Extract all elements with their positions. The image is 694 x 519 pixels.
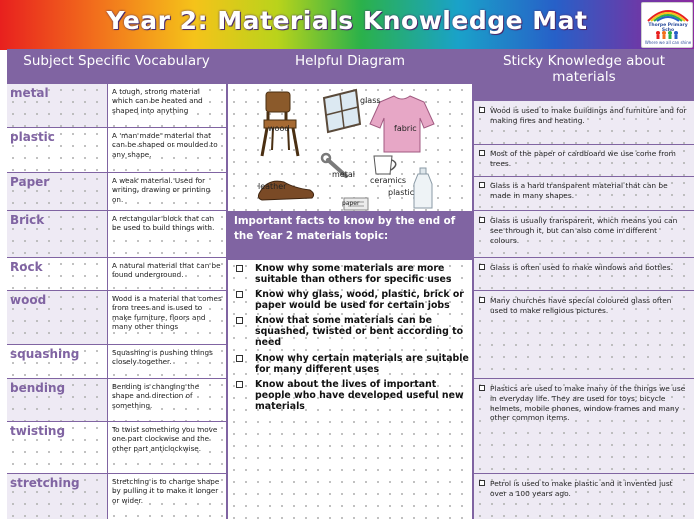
vocab-word-cell bbox=[7, 128, 107, 172]
facts-header: Important facts to know by the end of the Year 2 materials topic: bbox=[228, 211, 472, 260]
vocab-def-cell bbox=[108, 345, 226, 378]
vocab-word: squashing bbox=[10, 347, 80, 361]
vocab-word-cell bbox=[7, 345, 107, 378]
label-paper: paper bbox=[342, 200, 360, 207]
school-motto: Where we all can shine bbox=[644, 40, 692, 45]
vocab-definition: A rectangular block that can be used to build things with. bbox=[112, 214, 215, 233]
sticky-item bbox=[479, 384, 691, 423]
checkbox-icon bbox=[236, 265, 243, 272]
label-leather: leather bbox=[258, 182, 287, 191]
vocab-definition: A 'man made' material that can be shaped or moulded to any shape. bbox=[112, 131, 218, 159]
vocab-word-cell bbox=[7, 474, 107, 519]
vocab-definition: A tough, strong material which can be heated and shaped into anything bbox=[112, 87, 203, 115]
checkbox-icon bbox=[236, 355, 243, 362]
vocab-definition: Stretching is to change shape by pulling it to make it longer or wider. bbox=[112, 477, 220, 505]
vocab-word: Rock bbox=[10, 260, 43, 274]
checkbox-icon bbox=[236, 381, 243, 388]
vocab-word: bending bbox=[10, 381, 66, 395]
vocab-word-cell bbox=[7, 211, 107, 257]
sticky-cell bbox=[474, 258, 694, 290]
vocab-def-cell bbox=[108, 173, 226, 210]
vocab-def-cell bbox=[108, 422, 226, 473]
checkbox-icon bbox=[236, 317, 243, 324]
sticky-cell bbox=[474, 211, 694, 257]
fact-item bbox=[233, 379, 469, 412]
sticky-item-text: Petrol is used to make plastic and it invented just over a 100 years ago. bbox=[490, 479, 673, 498]
vocab-def-cell bbox=[108, 474, 226, 519]
label-ceramics: ceramics bbox=[370, 176, 407, 185]
fact-item bbox=[233, 289, 469, 311]
label-wood: wood bbox=[268, 124, 290, 133]
vocab-definition: A natural material that can be found underground. bbox=[112, 261, 221, 280]
sticky-item-text: Plastics are used to make many of the things we use in everyday life. They are used for toys, bicycle helmets, mobile phones, window frames and many other common items. bbox=[490, 384, 686, 423]
vocab-word-cell bbox=[7, 173, 107, 210]
mug-icon bbox=[374, 156, 396, 174]
page-title: Year 2: Materials Knowledge Mat bbox=[106, 6, 588, 35]
checkbox-icon bbox=[479, 264, 485, 270]
bottle-icon bbox=[414, 168, 432, 208]
vocab-def-cell bbox=[108, 379, 226, 421]
checkbox-icon bbox=[479, 480, 485, 486]
sticky-cell bbox=[474, 379, 694, 473]
sticky-item bbox=[479, 106, 691, 126]
sticky-cell bbox=[474, 177, 694, 210]
sticky-item bbox=[479, 479, 691, 499]
label-metal: metal bbox=[332, 170, 355, 179]
vocab-word: Paper bbox=[10, 175, 50, 189]
materials-illustration bbox=[228, 84, 472, 211]
sticky-item bbox=[479, 296, 691, 316]
sticky-item bbox=[479, 181, 691, 201]
label-plastic: plastic bbox=[388, 188, 415, 197]
checkbox-icon bbox=[479, 385, 485, 391]
vocab-definition: Bending is changing the shape and direction of something. bbox=[112, 382, 200, 410]
fact-item bbox=[233, 315, 469, 348]
vocab-word-cell bbox=[7, 291, 107, 344]
vocab-word-cell bbox=[7, 379, 107, 421]
vocab-word-cell bbox=[7, 422, 107, 473]
sticky-item bbox=[479, 216, 691, 245]
sticky-cell bbox=[474, 474, 694, 519]
sticky-cell bbox=[474, 291, 694, 378]
vocab-definition: Squashing is pushing things closely together. bbox=[112, 348, 213, 367]
fact-text: Know about the lives of important people who have developed useful new materials bbox=[255, 379, 464, 412]
vocab-definition: A weak material. Used for writing, drawing or printing on. bbox=[112, 176, 211, 204]
vocab-def-cell bbox=[108, 258, 226, 290]
fact-text: Know why certain materials are suitable for many different uses bbox=[255, 353, 469, 375]
vocab-def-cell bbox=[108, 128, 226, 172]
sticky-item-text: Glass is often used to make windows and bottles. bbox=[490, 263, 673, 272]
vocab-word: twisting bbox=[10, 424, 66, 438]
vocab-word: Brick bbox=[10, 213, 45, 227]
fact-item bbox=[233, 353, 469, 375]
materials-diagram bbox=[228, 84, 472, 211]
fact-text: Know that some materials can be squashed, twisted or bent according to need bbox=[255, 315, 464, 348]
checkbox-icon bbox=[236, 291, 243, 298]
school-logo bbox=[641, 2, 693, 48]
vocab-word: metal bbox=[10, 86, 49, 100]
sticky-item bbox=[479, 149, 691, 169]
sticky-item bbox=[479, 263, 691, 273]
sticky-item-text: Glass is usually transparent, which means you can see through it, but can also come in different colours. bbox=[490, 216, 678, 245]
vocab-word: wood bbox=[10, 293, 47, 307]
checkbox-icon bbox=[479, 297, 485, 303]
sticky-item-text: Glass is a hard transparent material that can be made in many shapes. bbox=[490, 181, 668, 200]
school-name: Thorpe Primary Scho bbox=[648, 23, 688, 33]
sticky-cell bbox=[474, 145, 694, 176]
checkbox-icon bbox=[479, 182, 485, 188]
sticky-item-text: Most of the paper or cardboard we use come from trees. bbox=[490, 149, 676, 168]
title-banner bbox=[0, 0, 694, 50]
diagram-header: Helpful Diagram bbox=[228, 50, 472, 84]
vocab-word-cell bbox=[7, 84, 107, 127]
fact-text: Know why some materials are more suitable than others for specific uses bbox=[255, 263, 452, 285]
fact-text: Know why glass, wood, plastic, brick or paper would be used for certain jobs bbox=[255, 289, 464, 311]
vocab-word-cell bbox=[7, 258, 107, 290]
vocab-def-cell bbox=[108, 211, 226, 257]
sticky-header: Sticky Knowledge about materials bbox=[474, 50, 694, 100]
vocab-definition: To twist something you move one part clockwise and the other part anticlockwise. bbox=[112, 425, 218, 453]
sticky-cell bbox=[474, 101, 694, 144]
sticky-item-text: Many churches have special coloured glass often used to make religious pictures. bbox=[490, 296, 672, 315]
vocabulary-header: Subject Specific Vocabulary bbox=[7, 50, 226, 84]
vocab-def-cell bbox=[108, 291, 226, 344]
vocab-def-cell bbox=[108, 84, 226, 127]
facts-list bbox=[228, 260, 472, 519]
label-glass: glass bbox=[360, 96, 381, 105]
fact-item bbox=[233, 263, 469, 285]
vocab-definition: Wood is a material that comes from trees and is used to make furniture, floors and many other things bbox=[112, 294, 222, 332]
sticky-item-text: Wood is used to make buildings and furniture and for making fires and heating. bbox=[490, 106, 687, 125]
vocab-word: plastic bbox=[10, 130, 55, 144]
label-fabric: fabric bbox=[394, 124, 417, 133]
checkbox-icon bbox=[479, 217, 485, 223]
vocab-word: stretching bbox=[10, 476, 80, 490]
checkbox-icon bbox=[479, 150, 485, 156]
window-icon bbox=[324, 90, 360, 132]
checkbox-icon bbox=[479, 107, 485, 113]
